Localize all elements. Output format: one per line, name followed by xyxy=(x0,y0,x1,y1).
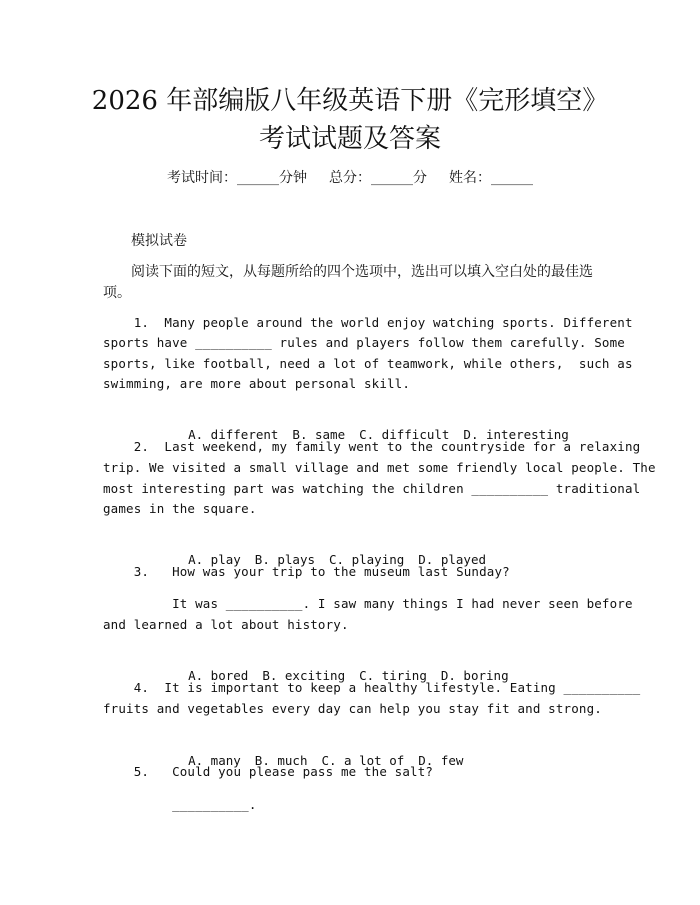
q2-line-1: 2. Last weekend, my family went to the countryside for a relaxing xyxy=(103,439,641,454)
instructions-line-2: 项。 xyxy=(103,285,131,301)
document-title-line-1: 2026 年部编版八年级英语下册《完形填空》 xyxy=(91,86,609,116)
q2-option-d[interactable]: D. played xyxy=(418,552,487,567)
q4-option-c[interactable]: C. a lot of xyxy=(321,753,405,768)
q1-option-a[interactable]: A. different xyxy=(188,427,279,442)
q1-line-2: sports have __________ rules and players follow them carefully. Some xyxy=(103,335,625,350)
q3-option-b[interactable]: B. exciting xyxy=(262,668,346,683)
q3-option-c[interactable]: C. tiring xyxy=(359,668,427,683)
instructions-line-1: 阅读下面的短文，从每题所给的四个选项中，选出可以填入空白处的最佳选 xyxy=(131,264,593,280)
q4-line-2: fruits and vegetables every day can help you stay fit and strong. xyxy=(103,701,602,716)
q4-options xyxy=(158,731,463,791)
q1-option-d[interactable]: D. interesting xyxy=(463,427,569,442)
exam-time: 考试时间：______分钟 xyxy=(167,170,307,186)
q3-line-1: 3. How was your trip to the museum last Sunday? xyxy=(103,564,510,579)
q5-answer-blank: __________. xyxy=(103,797,257,812)
q2-line-2: trip. We visited a small village and met some friendly local people. The xyxy=(103,460,656,475)
q2-line-3: most interesting part was watching the children __________ traditional xyxy=(103,481,641,496)
q3-line-2: It was __________. I saw many things I had never seen before xyxy=(103,596,633,611)
q1-option-b[interactable]: B. same xyxy=(292,427,346,442)
exam-meta xyxy=(0,168,700,188)
q1-option-c[interactable]: C. difficult xyxy=(359,427,450,442)
q2-option-b[interactable]: B. plays xyxy=(254,552,316,567)
q4-option-d[interactable]: D. few xyxy=(418,753,464,768)
q1-line-4: swimming, are more about personal skill. xyxy=(103,376,411,391)
section-heading: 模拟试卷 xyxy=(131,233,187,249)
q3-option-d[interactable]: D. boring xyxy=(440,668,509,683)
q3-option-a[interactable]: A. bored xyxy=(188,668,249,683)
q2-option-a[interactable]: A. play xyxy=(188,552,241,567)
q2-line-4: games in the square. xyxy=(103,501,257,516)
q2-option-c[interactable]: C. playing xyxy=(329,552,405,567)
q1-line-3: sports, like football, need a lot of teamwork, while others, such as xyxy=(103,356,633,371)
q1-line-1: 1. Many people around the world enjoy watching sports. Different xyxy=(103,315,633,330)
exam-score: 总分：______分 xyxy=(329,170,427,186)
q4-option-b[interactable]: B. much xyxy=(254,753,308,768)
document-title-line-2: 考试试题及答案 xyxy=(258,124,441,154)
q4-option-a[interactable]: A. many xyxy=(188,753,241,768)
q5-line-1: 5. Could you please pass me the salt? xyxy=(103,764,434,779)
q3-line-3: and learned a lot about history. xyxy=(103,617,349,632)
exam-name: 姓名：______ xyxy=(449,170,533,186)
q4-line-1: 4. It is important to keep a healthy lifestyle. Eating __________ xyxy=(103,680,641,695)
